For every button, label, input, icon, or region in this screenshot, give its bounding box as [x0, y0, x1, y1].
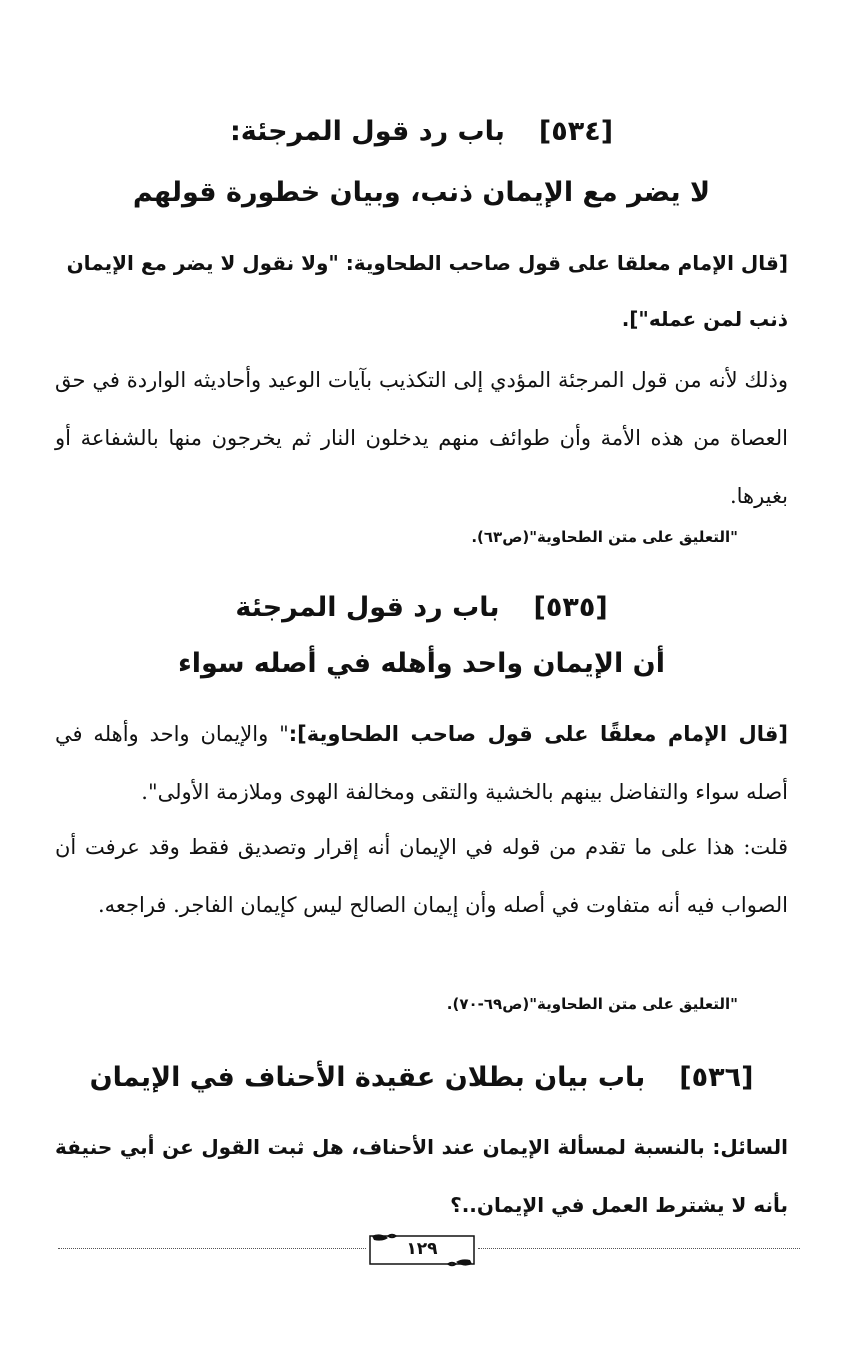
section-535-number: [٥٣٥]	[533, 592, 608, 623]
section-534-title-line1: باب رد قول المرجئة:	[229, 116, 505, 147]
section-536-title: باب بيان بطلان عقيدة الأحناف في الإيمان	[89, 1062, 646, 1093]
section-535-body: قلت: هذا على ما تقدم من قوله في الإيمان أنه إقرار وتصديق فقط وقد عرفت أن الصواب فيه أنه متفاوت في أصله وأن إيمان الصالح ليس كإيمان الفاجر. فراجعه.	[55, 835, 788, 917]
section-535-quote-intro: [قال الإمام معلقًا على قول صاحب الطحاوية]:	[288, 722, 788, 746]
section-535-quote	[55, 705, 788, 821]
section-535-source: "التعليق على متن الطحاوية"(ص٦٩-٧٠).	[446, 995, 738, 1013]
section-535-quote-text: " والإيمان واحد وأهله في أصله سواء والتفاضل بينهم بالخشية والتقى ومخالفة الهوى وملازمة الأولى".	[55, 722, 788, 804]
footer-rule-left	[58, 1248, 366, 1249]
section-535-title-line2: أن الإيمان واحد وأهله في أصله سواء	[177, 648, 665, 679]
section-536-question: السائل: بالنسبة لمسألة الإيمان عند الأحناف، هل ثبت القول عن أبي حنيفة بأنه لا يشترط العمل في الإيمان..؟	[55, 1135, 788, 1217]
page-number-frame	[366, 1232, 478, 1268]
section-534-heading	[40, 112, 803, 152]
section-535-heading	[40, 588, 803, 628]
section-535-title-line1: باب رد قول المرجئة	[235, 592, 500, 623]
section-536-number: [٥٣٦]	[679, 1062, 754, 1093]
section-534-body: وذلك لأنه من قول المرجئة المؤدي إلى التكذيب بآيات الوعيد وأحاديثه الواردة في حق العصاة من هذه الأمة وأن طوائف منهم يدخلون النار ثم يخرجون منها بالشفاعة أو بغيرها.	[55, 368, 788, 508]
section-534-number: [٥٣٤]	[538, 116, 614, 147]
footer-rule-right	[478, 1248, 800, 1249]
section-534-source: "التعليق على متن الطحاوية"(ص٦٣).	[471, 528, 738, 546]
section-534-quote-line2: ذنب لمن عمله"].	[621, 307, 788, 331]
section-534-quote-line1: [قال الإمام معلقا على قول صاحب الطحاوية: "ولا نقول لا يضر مع الإيمان	[66, 251, 788, 275]
page-number: ١٢٩	[406, 1239, 438, 1259]
section-534-title-line2: لا يضر مع الإيمان ذنب، وبيان خطورة قولهم	[132, 177, 711, 208]
section-536-heading	[40, 1058, 803, 1098]
